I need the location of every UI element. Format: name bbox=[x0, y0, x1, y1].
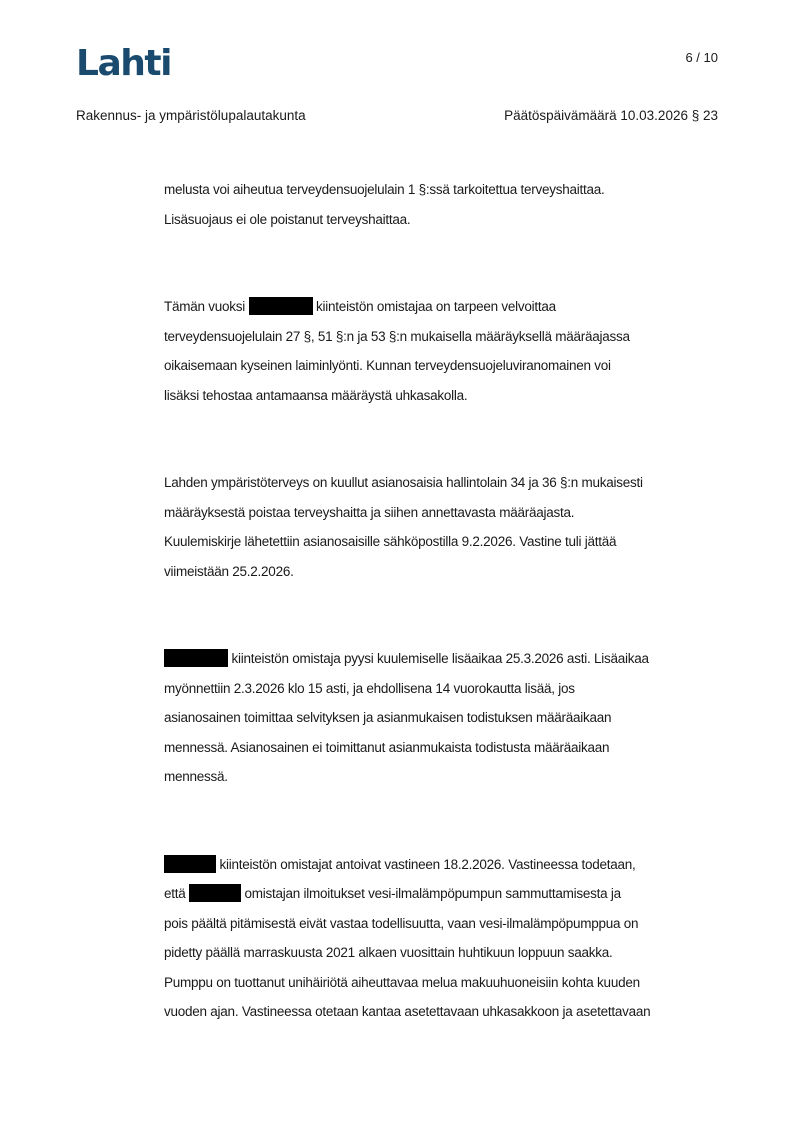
paragraph bbox=[164, 850, 724, 1027]
text-line bbox=[164, 879, 724, 909]
text-segment: pidetty päällä marraskuusta 2021 alkaen vuosittain huhtikuun loppuun saakka. bbox=[164, 945, 613, 960]
text-line bbox=[164, 968, 724, 998]
text-segment: Lisäsuojaus ei ole poistanut terveyshaittaa. bbox=[164, 211, 411, 227]
text-line bbox=[164, 557, 724, 587]
paragraph bbox=[164, 175, 724, 234]
text-line bbox=[164, 292, 724, 322]
redaction-block bbox=[164, 855, 216, 873]
redaction-block bbox=[189, 884, 241, 902]
text-segment: viimeistään 25.2.2026. bbox=[164, 563, 294, 579]
text-segment: asianosainen toimittaa selvityksen ja asianmukaisen todistuksen määräaikaan bbox=[164, 710, 612, 725]
text-segment: vuoden ajan. Vastineessa otetaan kantaa asetettavaan uhkasakkoon ja asetettavaan bbox=[164, 1004, 651, 1019]
text-segment: Tämän vuoksi bbox=[164, 299, 249, 314]
text-line bbox=[164, 468, 724, 498]
redaction-block bbox=[164, 649, 228, 667]
text-line bbox=[164, 703, 724, 733]
text-segment: kiinteistön omistaja pyysi kuulemiselle lisäaikaa 25.3.2026 asti. Lisäaikaa bbox=[228, 651, 649, 666]
paragraph bbox=[164, 644, 724, 792]
text-segment: Kuulemiskirje lähetettiin asianosaisille sähköpostilla 9.2.2026. Vastine tuli jättää bbox=[164, 534, 617, 549]
text-segment: pois päältä pitämisestä eivät vastaa todellisuutta, vaan vesi-ilmalämpöpumppua on bbox=[164, 915, 639, 931]
text-segment: kiinteistön omistajat antoivat vastineen 18.2.2026. Vastineessa todetaan, bbox=[216, 856, 636, 872]
text-line bbox=[164, 644, 724, 674]
text-segment: oikaisemaan kyseinen laiminlyönti. Kunnan terveydensuojeluviranomainen voi bbox=[164, 358, 611, 373]
text-segment: määräyksestä poistaa terveyshaitta ja siihen annettavasta määräajasta. bbox=[164, 504, 575, 520]
text-segment: Pumppu on tuottanut unihäiriötä aiheuttavaa melua makuuhuoneisiin kohta kuuden bbox=[164, 974, 640, 990]
text-line bbox=[164, 498, 724, 528]
text-line bbox=[164, 938, 724, 968]
text-segment: että bbox=[164, 886, 190, 901]
text-segment: mennessä. bbox=[164, 769, 228, 784]
text-line bbox=[164, 381, 724, 411]
text-segment: melusta voi aiheutua terveydensuojelulain 1 §:ssä tarkoitettua terveyshaittaa. bbox=[164, 182, 605, 197]
text-line bbox=[164, 762, 724, 792]
logo-wordmark: Lahti bbox=[76, 43, 171, 84]
text-segment: terveydensuojelulain 27 §, 51 §:n ja 53 §:n mukaisella määräyksellä määräajassa bbox=[164, 328, 630, 344]
redaction-block bbox=[249, 297, 313, 315]
paragraph bbox=[164, 468, 724, 586]
page-number: 6 / 10 bbox=[685, 50, 718, 65]
decision-date: Päätöspäivämäärä 10.03.2026 § 23 bbox=[504, 108, 718, 123]
text-line bbox=[164, 997, 724, 1027]
text-line bbox=[164, 733, 724, 763]
text-line bbox=[164, 322, 724, 352]
text-line bbox=[164, 674, 724, 704]
text-segment: omistajan ilmoitukset vesi-ilmalämpöpumpun sammuttamisesta ja bbox=[241, 886, 621, 901]
text-segment: lisäksi tehostaa antamaansa määräystä uhkasakolla. bbox=[164, 387, 468, 403]
document-body bbox=[164, 175, 724, 1085]
lahti-logo bbox=[76, 43, 171, 84]
text-line bbox=[164, 909, 724, 939]
text-segment: kiinteistön omistajaa on tarpeen velvoittaa bbox=[312, 299, 556, 314]
text-line bbox=[164, 205, 724, 235]
text-line bbox=[164, 351, 724, 381]
text-segment: Lahden ympäristöterveys on kuullut asianosaisia hallintolain 34 ja 36 §:n mukaisesti bbox=[164, 475, 643, 490]
text-segment: myönnettiin 2.3.2026 klo 15 asti, ja ehdollisena 14 vuorokautta lisää, jos bbox=[164, 680, 575, 696]
text-line bbox=[164, 527, 724, 557]
text-line bbox=[164, 175, 724, 205]
text-line bbox=[164, 850, 724, 880]
paragraph bbox=[164, 292, 724, 410]
board-name: Rakennus- ja ympäristölupalautakunta bbox=[76, 108, 306, 123]
text-segment: mennessä. Asianosainen ei toimittanut asianmukaista todistusta määräaikaan bbox=[164, 739, 610, 755]
